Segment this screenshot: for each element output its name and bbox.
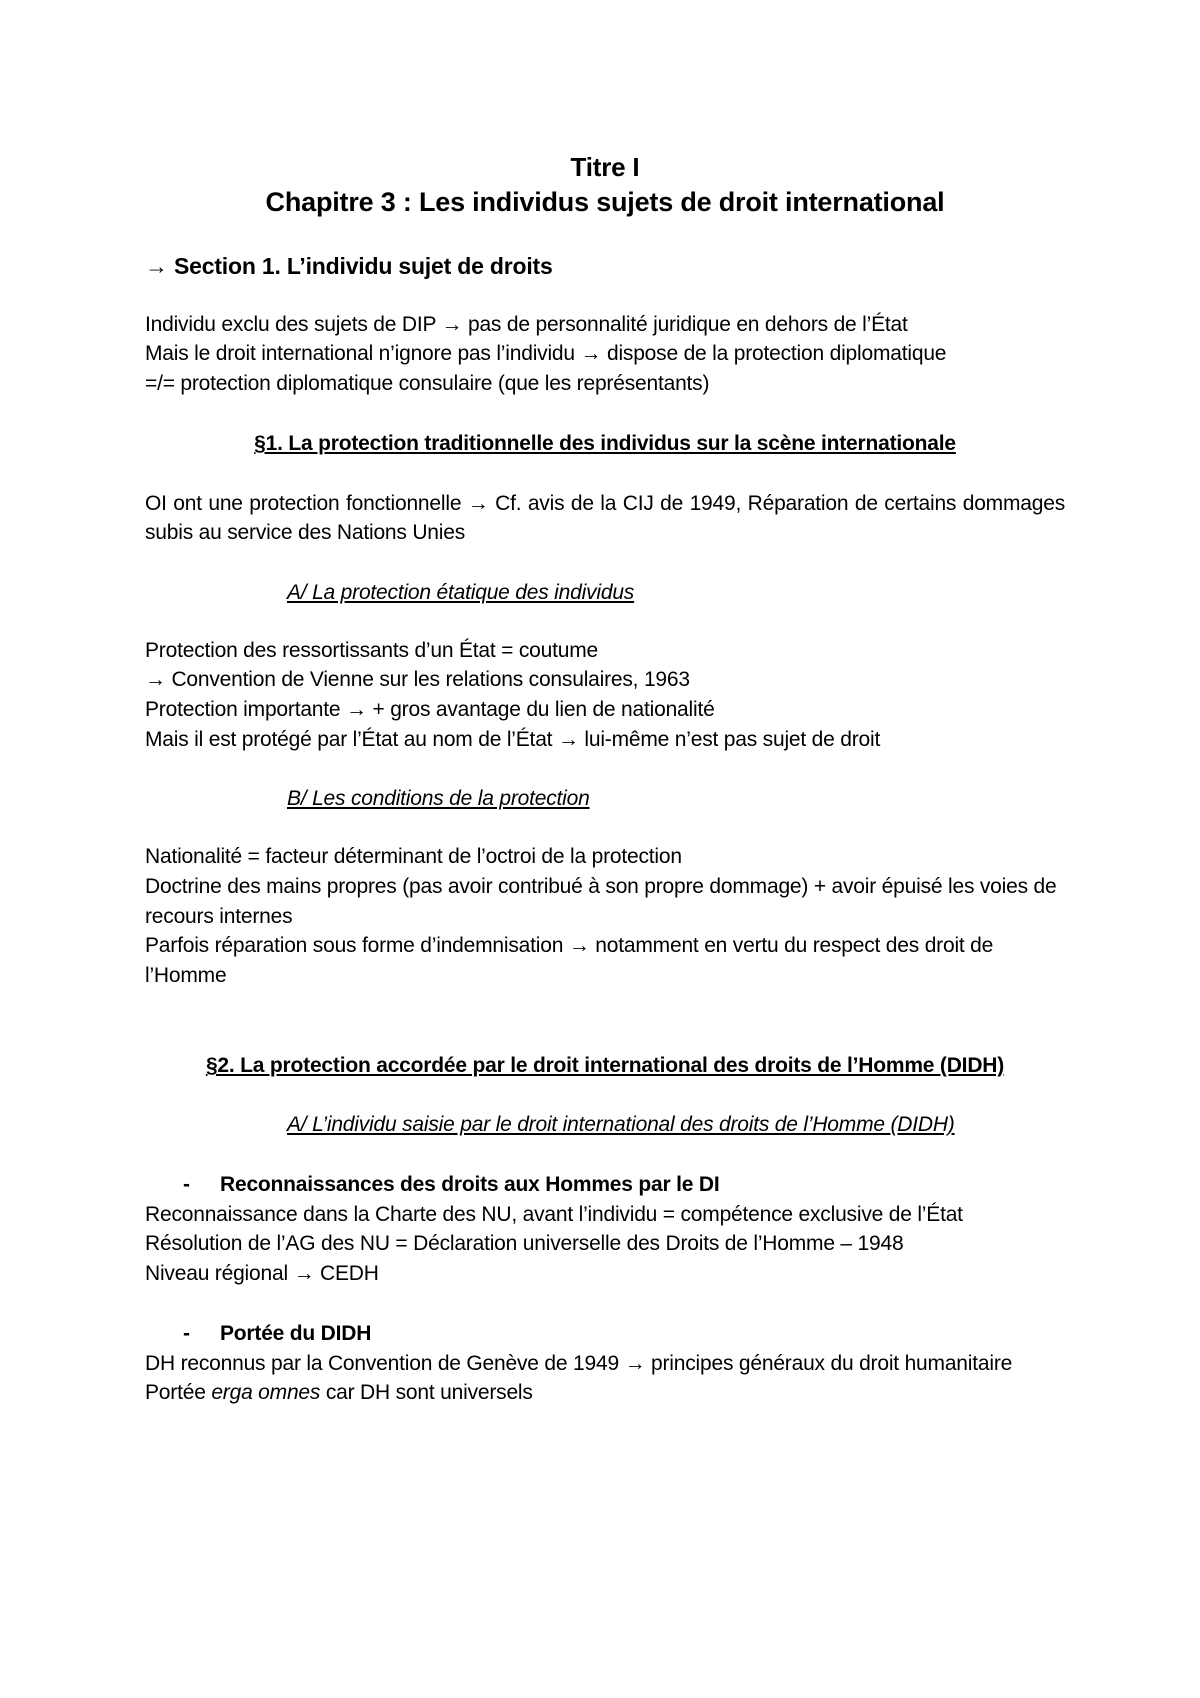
text-span: Niveau régional — [145, 1262, 294, 1286]
text-span: Mais le droit international n’ignore pas l’individu — [145, 342, 581, 366]
subsection-a-body — [145, 636, 1065, 755]
text-line — [145, 842, 1065, 872]
text-span: Protection importante — [145, 698, 347, 722]
text-span: pas de personnalité juridique en dehors de l’État — [462, 312, 908, 336]
text-span: Nationalité = facteur déterminant de l’octroi de la protection — [145, 845, 682, 869]
text-span: CEDH — [314, 1262, 379, 1286]
section-heading — [145, 252, 1065, 282]
text-line — [145, 1378, 1065, 1408]
text-span: Protection des ressortissants d’un État = coutume — [145, 638, 599, 662]
text-line — [145, 1200, 1065, 1230]
arrow-right-icon: → — [557, 727, 579, 751]
arrow-right-icon: → — [467, 491, 489, 515]
subheading-a: A/ La protection étatique des individus — [287, 580, 635, 604]
text-span: Portée — [145, 1381, 212, 1405]
text-span: dispose de la protection diplomatique — [601, 342, 947, 366]
subsection-b-body — [145, 842, 1065, 991]
text-span: Mais il est protégé par l’État au nom de l’État — [145, 727, 558, 751]
text-line — [145, 339, 1065, 369]
text-span: Convention de Vienne sur les relations consulaires, 1963 — [165, 668, 690, 692]
latin-term: erga omnes — [211, 1381, 321, 1405]
arrow-right-icon: → — [145, 253, 168, 279]
section-intro — [145, 310, 1065, 399]
text-span: Individu exclu des sujets de DIP — [145, 312, 442, 336]
text-line — [145, 369, 1065, 399]
arrow-right-icon: → — [441, 312, 463, 336]
document-body — [145, 150, 1065, 1408]
text-line — [145, 665, 1065, 695]
text-span: notamment en vertu du respect des droit de l’Homme — [145, 934, 994, 987]
paragraph-text — [145, 489, 1065, 548]
bullet-dash: - — [183, 1321, 190, 1345]
chapter-title: Chapitre 3 : Les individus sujets de droit international — [265, 187, 945, 217]
bullet-dash: - — [183, 1173, 190, 1197]
text-line — [145, 1259, 1065, 1289]
text-span: Parfois réparation sous forme d’indemnisation — [145, 934, 569, 958]
text-span: Doctrine des mains propres (pas avoir contribué à son propre dommage) + avoir épuisé les voies de recours internes — [145, 874, 1057, 928]
paragraph-heading-2: §2. La protection accordée par le droit international des droits de l’Homme (DIDH) — [205, 1053, 1005, 1077]
text-span: Résolution de l’AG des NU = Déclaration universelle des Droits de l’Homme – 1948 — [145, 1232, 904, 1256]
arrow-right-icon: → — [580, 342, 602, 366]
text-span: lui-même n’est pas sujet de droit — [578, 727, 881, 751]
bullet-2-body — [145, 1349, 1065, 1408]
arrow-right-icon: → — [145, 668, 166, 692]
subheading-a-didh: A/ L’individu saisie par le droit international des droits de l’Homme (DIDH) — [287, 1113, 955, 1137]
bullet-title: Portée du DIDH — [220, 1321, 372, 1345]
text-span: =/= protection diplomatique consulaire (que les représentants) — [145, 372, 710, 396]
section-label: Section 1. L’individu sujet de droits — [174, 253, 553, 279]
arrow-right-icon: → — [346, 698, 367, 722]
text-line — [145, 695, 1065, 725]
text-line — [145, 1349, 1065, 1379]
text-span: + gros avantage du lien de nationalité — [366, 698, 715, 722]
text-span: car DH sont universels — [320, 1381, 533, 1405]
text-line — [145, 310, 1065, 340]
text-line — [145, 1229, 1065, 1259]
text-span: principes généraux du droit humanitaire — [645, 1351, 1013, 1375]
text-line — [145, 931, 1065, 990]
bullet-1-body — [145, 1200, 1065, 1289]
text-line — [145, 725, 1065, 755]
text-line — [145, 872, 1065, 931]
paragraph-heading-1: §1. La protection traditionnelle des individus sur la scène internationale — [254, 431, 956, 455]
bullet-title: Reconnaissances des droits aux Hommes par le DI — [220, 1173, 720, 1197]
bullet-heading-1 — [145, 1170, 1065, 1200]
arrow-right-icon: → — [293, 1262, 315, 1286]
document-title: Titre I — [570, 152, 640, 182]
subheading-b: B/ Les conditions de la protection — [287, 787, 590, 811]
text-line — [145, 636, 1065, 666]
text-span: DH reconnus par la Convention de Genève de 1949 — [145, 1351, 625, 1375]
text-span: Reconnaissance dans la Charte des NU, avant l’individu = compétence exclusive de l’État — [145, 1202, 963, 1226]
arrow-right-icon: → — [568, 934, 590, 958]
arrow-right-icon: → — [624, 1351, 646, 1375]
text-span: Cf. avis de la CIJ de 1949, Réparation de certains dommages subis au service des Nations Unies — [145, 491, 1065, 545]
text-span: OI ont une protection fonctionnelle — [145, 491, 468, 515]
bullet-heading-2 — [145, 1319, 1065, 1349]
